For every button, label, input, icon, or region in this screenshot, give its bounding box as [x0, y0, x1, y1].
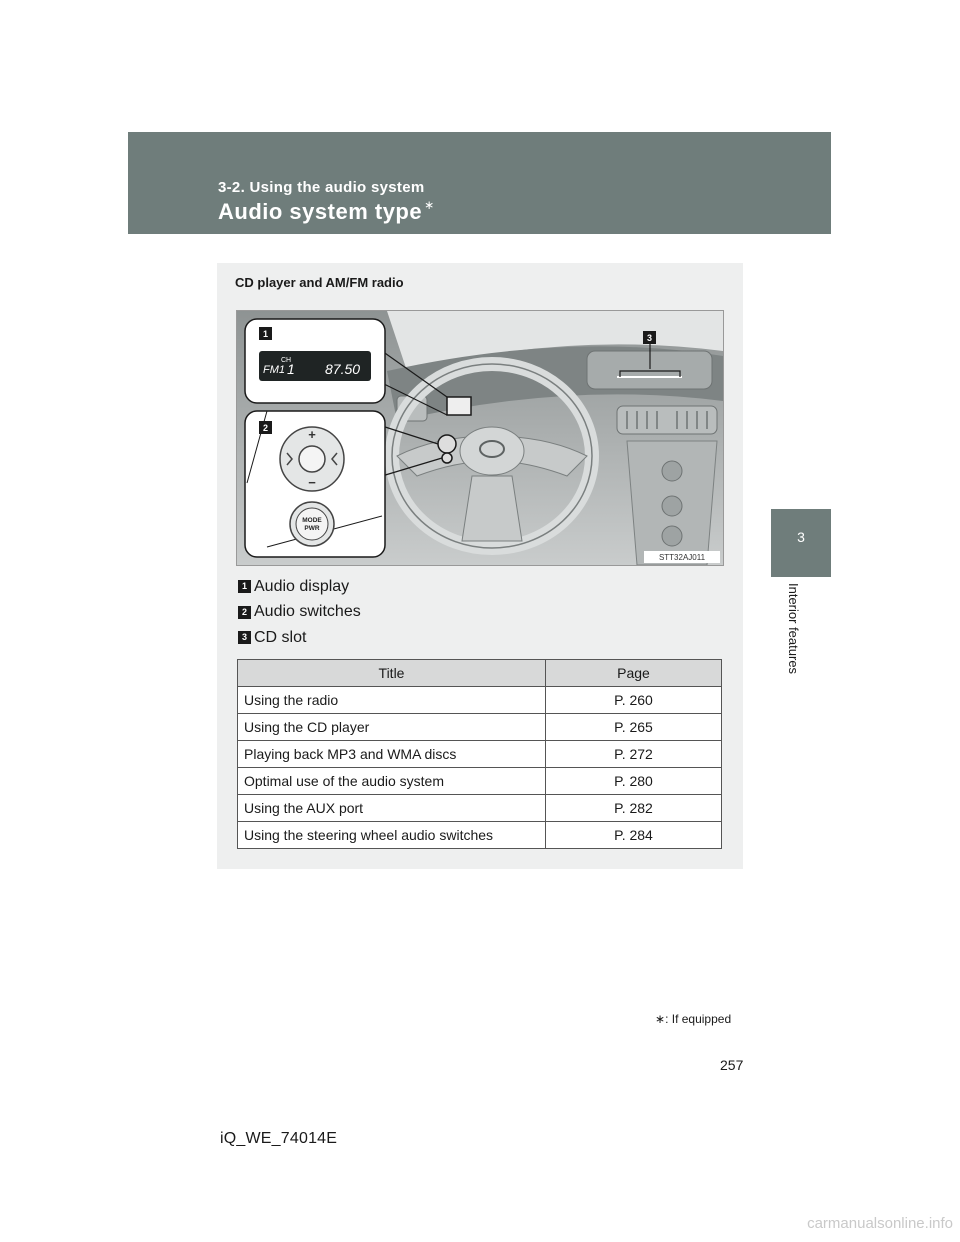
column-header-page: Page [546, 660, 722, 687]
legend-item [238, 574, 361, 600]
column-header-title: Title [238, 660, 546, 687]
callout-number: 3 [646, 333, 653, 343]
reference-table [237, 659, 722, 849]
row-title: Playing back MP3 and WMA discs [238, 741, 546, 768]
table-row [238, 687, 722, 714]
legend-badge: 3 [238, 631, 251, 644]
watermark[interactable]: carmanualsonline.info [807, 1215, 953, 1232]
power-label: PWR [304, 525, 320, 532]
dashboard-drawing [237, 311, 723, 565]
mode-label: MODE [302, 517, 322, 524]
console-knob [662, 526, 682, 546]
footnote [655, 1012, 731, 1026]
table-row [238, 822, 722, 849]
console-knob [662, 496, 682, 516]
table-header-row [238, 660, 722, 687]
row-title: Using the AUX port [238, 795, 546, 822]
row-title: Using the radio [238, 687, 546, 714]
row-page-link[interactable]: P. 280 [546, 768, 722, 795]
callout-legend [238, 574, 361, 651]
display-location-marker [447, 397, 471, 415]
chapter-title: Interior features [786, 583, 801, 675]
row-page-link[interactable]: P. 260 [546, 687, 722, 714]
table-row [238, 795, 722, 822]
table-row [238, 768, 722, 795]
display-ch-label: CH [281, 357, 292, 364]
volume-up-icon: + [308, 427, 316, 442]
chapter-header-band [128, 132, 831, 234]
section-label: 3-2. Using the audio system [218, 179, 425, 196]
dashboard-illustration [236, 310, 724, 566]
switch-location-marker [442, 453, 452, 463]
footnote-mark: ∗ [655, 1012, 666, 1026]
display-channel: 1 [287, 361, 295, 377]
row-title: Using the CD player [238, 714, 546, 741]
row-page-link[interactable]: P. 265 [546, 714, 722, 741]
legend-label: Audio display [254, 577, 350, 595]
mode-power-button-face [296, 508, 328, 540]
legend-badge: 2 [238, 606, 251, 619]
legend-item [238, 625, 361, 651]
volume-switch-center [299, 446, 325, 472]
switch-location-marker [438, 435, 456, 453]
callout-number: 1 [262, 329, 269, 339]
footnote-text: : If equipped [665, 1012, 732, 1026]
panel-heading: CD player and AM/FM radio [235, 275, 404, 290]
table-row [238, 741, 722, 768]
center-vent [617, 406, 717, 434]
figure-code: STT32AJ011 [658, 553, 706, 562]
page-title [218, 198, 435, 225]
steering-lower-spoke [462, 476, 522, 541]
row-title: Using the steering wheel audio switches [238, 822, 546, 849]
row-page-link[interactable]: P. 282 [546, 795, 722, 822]
manual-code: iQ_WE_74014E [220, 1130, 338, 1147]
display-frequency: 87.50 [325, 361, 361, 377]
page-title-text: Audio system type [218, 199, 423, 224]
legend-label: CD slot [254, 628, 307, 646]
console-knob [662, 461, 682, 481]
display-band: FM1 [263, 364, 285, 376]
chapter-number: 3 [797, 529, 805, 545]
row-title: Optimal use of the audio system [238, 768, 546, 795]
steering-hub [460, 427, 524, 475]
row-page-link[interactable]: P. 284 [546, 822, 722, 849]
volume-down-icon: − [308, 475, 316, 490]
legend-badge: 1 [238, 580, 251, 593]
table-row [238, 714, 722, 741]
if-equipped-mark: ∗ [424, 198, 435, 212]
row-page-link[interactable]: P. 272 [546, 741, 722, 768]
content-panel [217, 263, 743, 869]
page-number: 257 [720, 1057, 744, 1073]
chapter-tab[interactable] [771, 509, 831, 577]
legend-label: Audio switches [254, 603, 361, 621]
legend-item [238, 600, 361, 626]
callout-number: 2 [262, 423, 269, 433]
